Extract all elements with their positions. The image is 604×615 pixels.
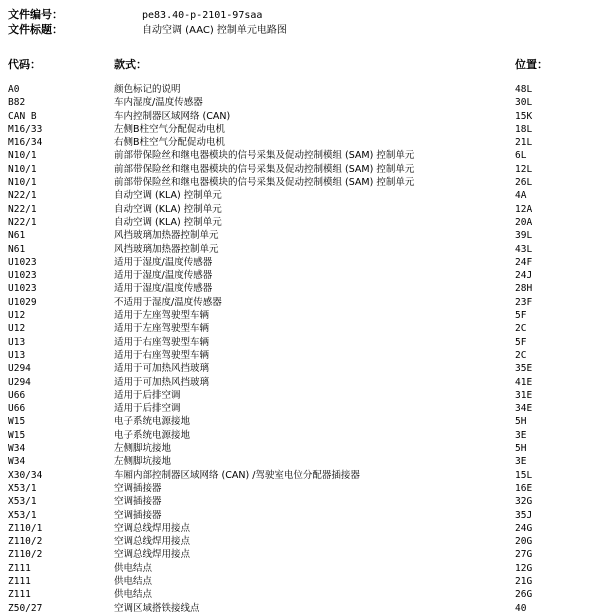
table-row [0, 229, 604, 242]
row-description: 适用于左座驾驶型车辆 [114, 323, 210, 335]
row-code: U1029 [8, 296, 37, 308]
row-position: 31E [515, 389, 533, 401]
row-code: X53/1 [8, 509, 37, 521]
row-description: 自动空调 (KLA) 控制单元 [114, 203, 222, 215]
row-description: 空调总线焊用接点 [114, 522, 191, 534]
row-code: X53/1 [8, 482, 37, 494]
row-description: 车内控制器区域网络 (CAN) [114, 110, 231, 122]
row-position: 23F [515, 296, 533, 308]
legend-table [0, 83, 604, 615]
row-description: 左侧脚坑接地 [114, 456, 172, 468]
row-description: 适用于湿度/温度传感器 [114, 270, 213, 282]
row-code: Z111 [8, 575, 31, 587]
row-code: N22/1 [8, 203, 37, 215]
table-row [0, 163, 604, 176]
row-position: 27G [515, 549, 533, 561]
row-description: 自动空调 (KLA) 控制单元 [114, 190, 222, 202]
row-code: U13 [8, 349, 26, 361]
row-position: 26G [515, 589, 533, 601]
row-position: 4A [515, 190, 527, 202]
row-position: 2C [515, 349, 527, 361]
column-header-position: 位置： [515, 58, 548, 71]
row-code: U1023 [8, 283, 37, 295]
row-code: U12 [8, 323, 26, 335]
row-code: N61 [8, 230, 26, 242]
table-row [0, 110, 604, 123]
table-row [0, 136, 604, 149]
table-row [0, 123, 604, 136]
table-row [0, 588, 604, 601]
row-description: 空调总线焊用接点 [114, 549, 191, 561]
row-position: 5H [515, 443, 527, 455]
row-code: W15 [8, 429, 26, 441]
row-position: 2C [515, 323, 527, 335]
row-position: 35E [515, 363, 533, 375]
table-row [0, 455, 604, 468]
table-row [0, 376, 604, 389]
row-description: 供电结点 [114, 562, 153, 574]
row-code: CAN B [8, 110, 37, 122]
table-row [0, 83, 604, 96]
table-row [0, 349, 604, 362]
table-row [0, 442, 604, 455]
row-description: 适用于右座驾驶型车辆 [114, 336, 210, 348]
row-description: 适用于右座驾驶型车辆 [114, 349, 210, 361]
row-position: 12G [515, 562, 533, 574]
row-position: 39L [515, 230, 533, 242]
row-description: 右侧B柱空气分配促动电机 [114, 137, 226, 149]
table-row [0, 389, 604, 402]
row-code: M16/33 [8, 123, 43, 135]
row-position: 15L [515, 469, 533, 481]
row-position: 16E [515, 482, 533, 494]
row-position: 34E [515, 403, 533, 415]
row-description: 适用于可加热风挡玻璃 [114, 363, 210, 375]
table-row [0, 495, 604, 508]
row-position: 12A [515, 203, 533, 215]
row-code: U66 [8, 389, 26, 401]
row-position: 48L [515, 84, 533, 95]
table-row [0, 296, 604, 309]
row-description: 供电结点 [114, 575, 153, 587]
row-position: 12L [515, 163, 533, 175]
row-position: 18L [515, 123, 533, 135]
row-position: 3E [515, 456, 527, 468]
table-row [0, 535, 604, 548]
table-row [0, 322, 604, 335]
row-code: Z111 [8, 589, 31, 601]
row-description: 空调插接器 [114, 482, 162, 494]
table-row [0, 282, 604, 295]
table-row [0, 548, 604, 561]
doc-number-value: pe83.40-p-2101-97saa [142, 10, 263, 21]
row-description: 电子系统电源接地 [114, 416, 191, 428]
row-position: 3E [515, 429, 527, 441]
row-description: 风挡玻璃加热器控制单元 [114, 230, 219, 242]
table-row [0, 469, 604, 482]
row-description: 供电结点 [114, 589, 153, 601]
table-row [0, 243, 604, 256]
row-description: 空调插接器 [114, 509, 162, 521]
row-code: N22/1 [8, 216, 37, 228]
row-description: 前部带保险丝和继电器模块的信号采集及促动控制模组 (SAM) 控制单元 [114, 163, 415, 175]
row-code: U12 [8, 310, 26, 322]
row-description: 适用于湿度/温度传感器 [114, 256, 213, 268]
row-code: W34 [8, 456, 26, 468]
doc-number-label: 文件编号： [8, 8, 63, 21]
row-code: Z110/2 [8, 536, 43, 548]
row-code: U1023 [8, 270, 37, 282]
table-row [0, 176, 604, 189]
row-description: 适用于可加热风挡玻璃 [114, 376, 210, 388]
table-row [0, 203, 604, 216]
table-row [0, 149, 604, 162]
row-description: 适用于湿度/温度传感器 [114, 283, 213, 295]
row-position: 15K [515, 110, 533, 122]
table-row [0, 482, 604, 495]
row-code: U66 [8, 403, 26, 415]
row-description: 颜色标记的说明 [114, 84, 181, 95]
row-description: 适用于左座驾驶型车辆 [114, 310, 210, 322]
row-position: 24J [515, 270, 533, 282]
table-row [0, 189, 604, 202]
table-row [0, 96, 604, 109]
row-position: 32G [515, 496, 533, 508]
table-row [0, 429, 604, 442]
table-row [0, 336, 604, 349]
table-row [0, 562, 604, 575]
row-position: 24G [515, 522, 533, 534]
row-code: N10/1 [8, 150, 37, 162]
table-row [0, 402, 604, 415]
row-code: N10/1 [8, 163, 37, 175]
row-description: 不适用于湿度/温度传感器 [114, 296, 222, 308]
row-position: 20A [515, 216, 533, 228]
row-code: A0 [8, 84, 20, 95]
table-row [0, 509, 604, 522]
column-header-code: 代码： [8, 58, 41, 71]
row-position: 40 [515, 602, 527, 614]
row-position: 5H [515, 416, 527, 428]
row-description: 车厢内部控制器区域网络 (CAN) /驾驶室电位分配器插接器 [114, 469, 360, 481]
row-description: 电子系统电源接地 [114, 429, 191, 441]
row-code: Z110/1 [8, 522, 43, 534]
row-position: 26L [515, 177, 533, 189]
table-row [0, 602, 604, 615]
row-code: M16/34 [8, 137, 43, 149]
row-position: 21G [515, 575, 533, 587]
row-code: Z111 [8, 562, 31, 574]
row-position: 6L [515, 150, 527, 162]
row-position: 21L [515, 137, 533, 149]
row-code: X30/34 [8, 469, 43, 481]
row-description: 空调区域搭铁接线点 [114, 602, 200, 614]
table-row [0, 575, 604, 588]
row-code: Z110/2 [8, 549, 43, 561]
row-description: 空调总线焊用接点 [114, 536, 191, 548]
row-position: 28H [515, 283, 533, 295]
row-position: 41E [515, 376, 533, 388]
row-position: 20G [515, 536, 533, 548]
row-code: N22/1 [8, 190, 37, 202]
row-code: X53/1 [8, 496, 37, 508]
column-header-description: 款式： [114, 58, 147, 71]
row-description: 前部带保险丝和继电器模块的信号采集及促动控制模组 (SAM) 控制单元 [114, 150, 415, 162]
row-description: 适用于后排空调 [114, 389, 181, 401]
row-description: 车内湿度/温度传感器 [114, 97, 203, 109]
row-code: U1023 [8, 256, 37, 268]
row-description: 前部带保险丝和继电器模块的信号采集及促动控制模组 (SAM) 控制单元 [114, 177, 415, 189]
table-row [0, 269, 604, 282]
row-code: N10/1 [8, 177, 37, 189]
table-row [0, 309, 604, 322]
row-code: B82 [8, 97, 26, 109]
row-description: 风挡玻璃加热器控制单元 [114, 243, 219, 255]
row-description: 左侧脚坑接地 [114, 443, 172, 455]
row-position: 35J [515, 509, 533, 521]
row-code: N61 [8, 243, 26, 255]
row-position: 43L [515, 243, 533, 255]
row-code: W15 [8, 416, 26, 428]
row-code: Z50/27 [8, 602, 43, 614]
row-description: 适用于后排空调 [114, 403, 181, 415]
row-position: 30L [515, 97, 533, 109]
row-description: 左侧B柱空气分配促动电机 [114, 123, 226, 135]
row-code: U13 [8, 336, 26, 348]
row-code: U294 [8, 363, 31, 375]
row-code: U294 [8, 376, 31, 388]
row-code: W34 [8, 443, 26, 455]
table-row [0, 256, 604, 269]
doc-title-label: 文件标题： [8, 23, 63, 36]
table-row [0, 362, 604, 375]
row-description: 自动空调 (KLA) 控制单元 [114, 216, 222, 228]
table-row [0, 216, 604, 229]
row-position: 24F [515, 256, 533, 268]
row-position: 5F [515, 336, 527, 348]
doc-title-value: 自动空调 (AAC) 控制单元电路图 [142, 25, 287, 36]
row-description: 空调插接器 [114, 496, 162, 508]
table-row [0, 522, 604, 535]
table-row [0, 415, 604, 428]
row-position: 5F [515, 310, 527, 322]
